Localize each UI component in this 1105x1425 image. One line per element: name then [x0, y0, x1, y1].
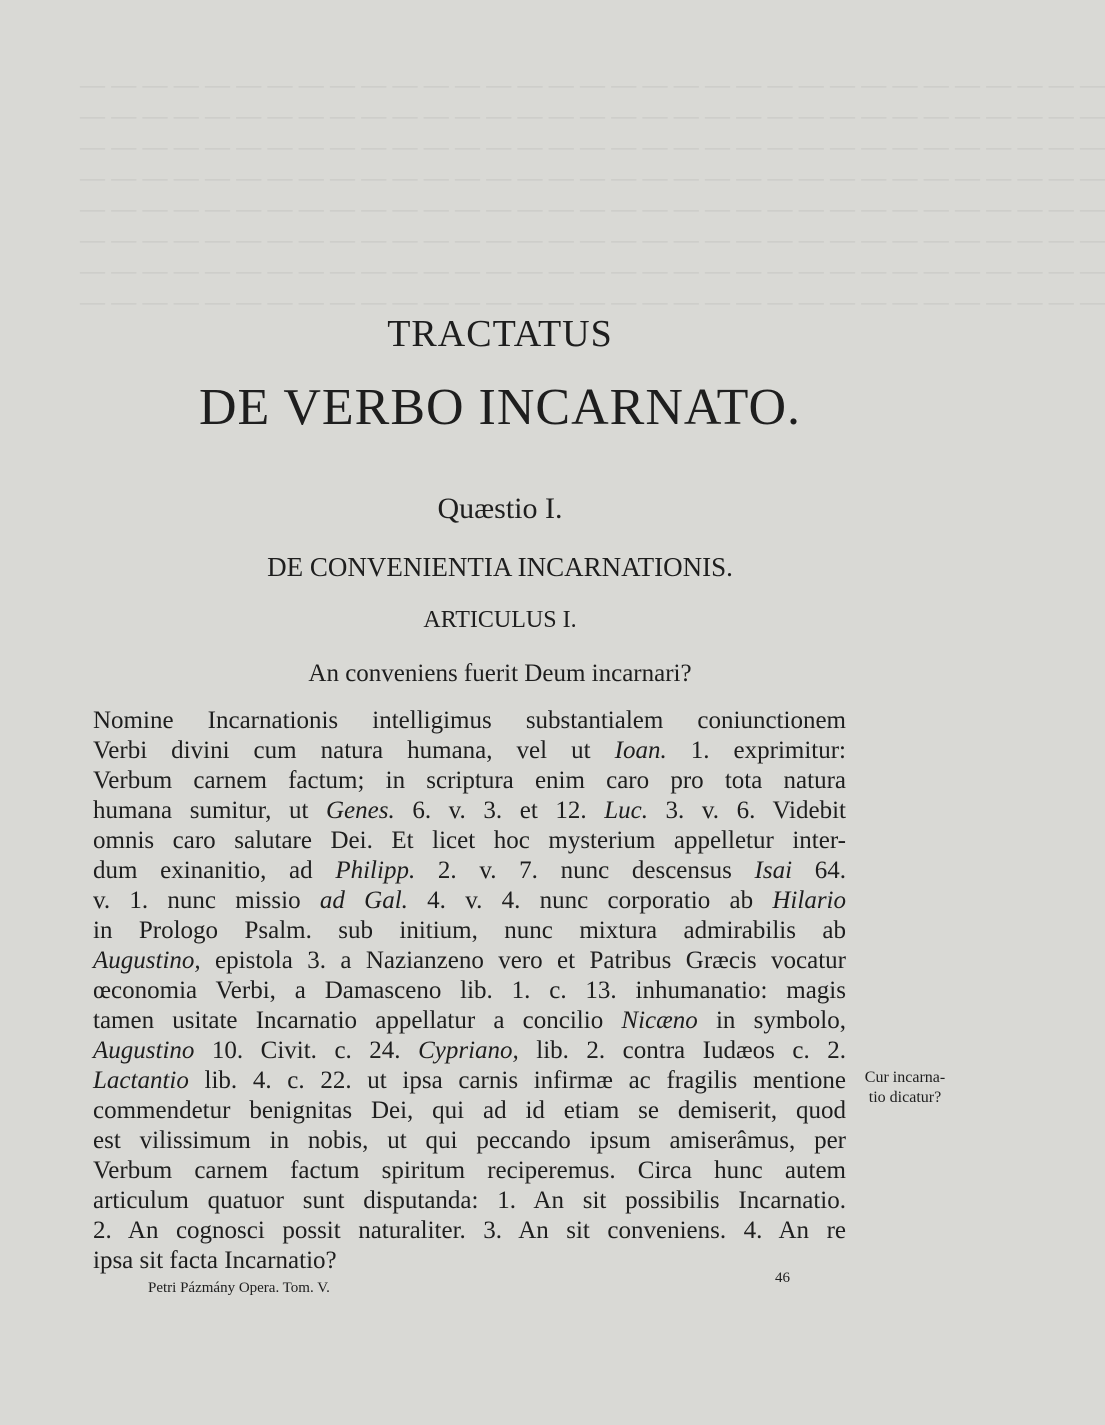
- italic-reference: Lactantio: [93, 1067, 189, 1094]
- italic-reference: ad Gal.: [319, 887, 408, 914]
- body-text: [93, 706, 846, 1276]
- body-line: [93, 736, 846, 766]
- text-segment: 3. v. 6. Videbit: [647, 797, 846, 824]
- treatise-heading: TRACTATUS: [387, 313, 613, 355]
- body-line: [93, 796, 846, 826]
- body-line: [93, 1006, 846, 1036]
- text-segment: Verbi divini cum natura humana, vel ut: [93, 737, 615, 764]
- text-segment: 6. v. 3. et 12.: [394, 797, 605, 824]
- body-line: [93, 856, 846, 886]
- italic-reference: Augustino: [93, 1037, 195, 1064]
- body-line: [93, 976, 846, 1006]
- body-line: [93, 946, 846, 976]
- body-line: [93, 1216, 846, 1246]
- body-line: [93, 1036, 846, 1066]
- text-segment: œconomia Verbi, a Damasceno lib. 1. c. 13. inhumanatio: magis: [93, 977, 846, 1004]
- text-segment: dum exinanitio, ad: [93, 857, 336, 884]
- italic-reference: Luc.: [604, 797, 648, 824]
- text-segment: epistola 3. a Nazianzeno vero et Patribus Græcis vocatur: [200, 947, 846, 974]
- articulus-heading: ARTICULUS I.: [423, 607, 577, 633]
- text-segment: v. 1. nunc missio: [93, 887, 320, 914]
- text-segment: in symbolo,: [697, 1007, 846, 1034]
- italic-reference: Cypriano,: [418, 1037, 519, 1064]
- text-segment: Verbum carnem factum; in scriptura enim caro pro tota natura: [93, 767, 846, 794]
- body-line: [93, 1186, 846, 1216]
- body-line: [93, 706, 846, 736]
- footer-signature: Petri Pázmány Opera. Tom. V.: [148, 1280, 330, 1296]
- text-segment: 64.: [792, 857, 846, 884]
- body-line: [93, 1156, 846, 1186]
- text-segment: articulum quatuor sunt disputanda: 1. An sit possibilis Incarnatio.: [93, 1187, 846, 1214]
- body-line: [93, 766, 846, 796]
- text-segment: est vilissimum in nobis, ut qui peccando ipsum amiserâmus, per: [93, 1127, 846, 1154]
- text-segment: Verbum carnem factum spiritum reciperemus. Circa hunc autem: [93, 1157, 846, 1184]
- article-question: An conveniens fuerit Deum incarnari?: [308, 660, 692, 687]
- body-line: [93, 826, 846, 856]
- italic-reference: Nicæno: [621, 1007, 698, 1034]
- margin-note-line: tio dicatur?: [868, 1089, 942, 1106]
- body-line: [93, 1246, 846, 1276]
- margin-note-line: Cur incarna-: [864, 1069, 946, 1086]
- text-segment: Nomine Incarnationis intelligimus substantialem coniunctionem: [93, 707, 846, 734]
- bleed-through-texture: — — — — — — — — — — — — — — — — — — — — — — — — — — — — — — — — — — — — — — — — — — — — — — — — — — — — — — — — — — — — — — — — — — — — — — — — — — — — — — — — — — — — — — — — — — — — — — — — — — — — — — — — — — — — — — — — — — — — — — — — — — — — — — — — — — — — — — — — — — — — — — — — — — — — — — — — — — — — — — — — — — — — — — — — — — — — — — — — — — — — — — — — — — — — — — — — — — — — — — — — — — — — — — — — — — — — — — — — — — — — — — — — — — — — — — — — — — — — — — — — — — — — — — — — — — — — — — — — — — — — — — — —: [80, 72, 1105, 316]
- body-line: [93, 1096, 846, 1126]
- footer-number: 46: [775, 1270, 790, 1286]
- body-line: [93, 886, 846, 916]
- body-line: [93, 1126, 846, 1156]
- quaestio-heading: Quæstio I.: [437, 492, 563, 525]
- text-segment: 4. v. 4. nunc corporatio ab: [407, 887, 773, 914]
- text-segment: lib. 2. contra Iudæos c. 2.: [518, 1037, 846, 1064]
- section-title: DE CONVENIENTIA INCARNATIONIS.: [267, 552, 733, 582]
- text-segment: tamen usitate Incarnatio appellatur a concilio: [93, 1007, 622, 1034]
- text-segment: commendetur benignitas Dei, qui ad id etiam se demiserit, quod: [93, 1097, 846, 1124]
- text-segment: humana sumitur, ut: [93, 797, 326, 824]
- margin-note: [855, 1068, 955, 1108]
- italic-reference: Philipp.: [335, 857, 416, 884]
- italic-reference: Augustino,: [93, 947, 201, 974]
- text-segment: 2. An cognosci possit naturaliter. 3. An sit conveniens. 4. An re: [93, 1217, 846, 1244]
- italic-reference: Ioan.: [614, 737, 667, 764]
- text-segment: omnis caro salutare Dei. Et licet hoc mysterium appelletur inter-: [93, 827, 846, 854]
- italic-reference: Genes.: [326, 797, 395, 824]
- text-segment: lib. 4. c. 22. ut ipsa carnis infirmæ ac fragilis mentione: [188, 1067, 846, 1094]
- text-segment: ipsa sit facta Incarnatio?: [93, 1247, 337, 1274]
- text-segment: 2. v. 7. nunc descensus: [415, 857, 755, 884]
- text-segment: 10. Civit. c. 24.: [194, 1037, 419, 1064]
- text-segment: 1. exprimitur:: [666, 737, 846, 764]
- italic-reference: Hilario: [772, 887, 846, 914]
- italic-reference: Isai: [754, 857, 793, 884]
- body-line: [93, 1066, 846, 1096]
- treatise-title: DE VERBO INCARNATO.: [198, 379, 802, 436]
- text-segment: in Prologo Psalm. sub initium, nunc mixtura admirabilis ab: [93, 917, 846, 944]
- body-line: [93, 916, 846, 946]
